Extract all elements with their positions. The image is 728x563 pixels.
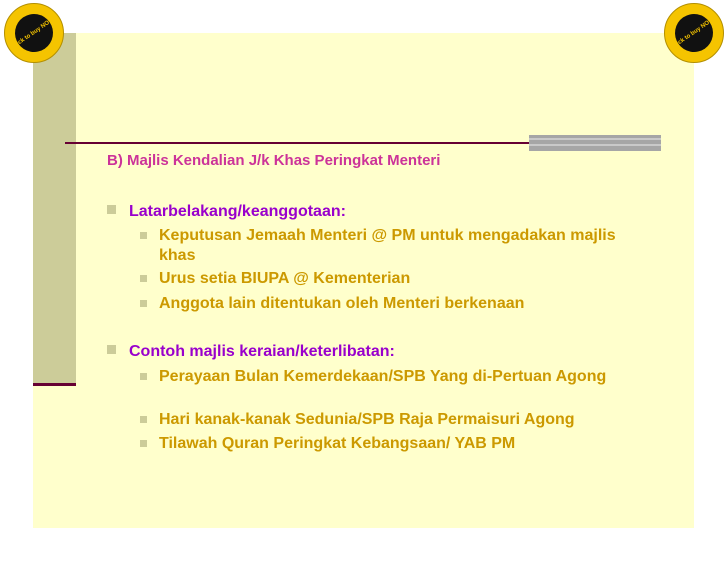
bullet-icon (140, 373, 147, 380)
badge-label: Click to buy NOW! (670, 15, 718, 51)
bullet-icon (140, 416, 147, 423)
badge-label: Click to buy NOW! (10, 15, 58, 51)
bullet-icon (140, 440, 147, 447)
bullet-icon (140, 300, 147, 307)
list-item: Perayaan Bulan Kemerdekaan/SPB Yang di-Pertuan Agong (140, 367, 640, 387)
pdf-badge-icon-right[interactable] (664, 3, 724, 63)
list-item: Urus setia BIUPA @ Kementerian (140, 269, 640, 289)
bullet-icon (140, 275, 147, 282)
slide-heading: B) Majlis Kendalian J/k Khas Peringkat Menteri (107, 152, 441, 169)
left-accent-bar (33, 33, 76, 385)
list-item: Keputusan Jemaah Menteri @ PM untuk mengadakan majlis khas (140, 226, 640, 266)
list-item: Tilawah Quran Peringkat Kebangsaan/ YAB PM (140, 434, 640, 454)
bullet-icon (107, 205, 116, 214)
left-accent-divider (33, 383, 76, 386)
section-title: Contoh majlis keraian/keterlibatan: (107, 343, 395, 361)
pdf-badge-icon-left[interactable] (4, 3, 64, 63)
list-item: Anggota lain ditentukan oleh Menteri berkenaan (140, 294, 640, 314)
bullet-icon (140, 232, 147, 239)
list-item: Hari kanak-kanak Sedunia/SPB Raja Permaisuri Agong (140, 410, 640, 430)
bullet-icon (107, 345, 116, 354)
section-title: Latarbelakang/keanggotaan: (107, 203, 346, 221)
decorative-gray-block (529, 135, 661, 151)
